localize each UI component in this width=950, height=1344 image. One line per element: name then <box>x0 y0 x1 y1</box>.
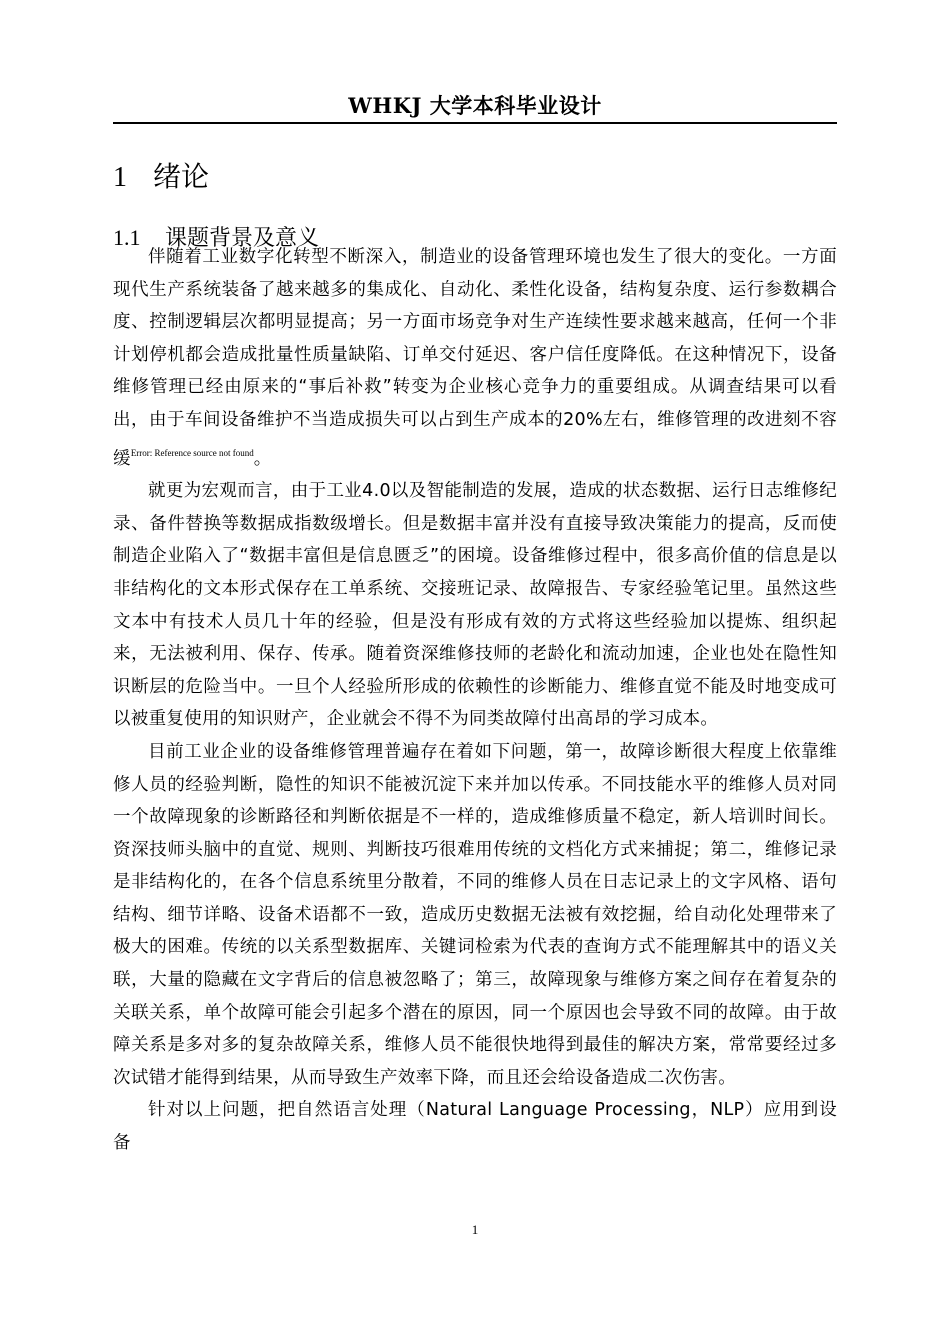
section-number: 1.1 <box>113 225 141 250</box>
chapter-heading <box>113 158 209 197</box>
chapter-title: 绪论 <box>153 160 210 193</box>
paragraph-text: 。 <box>253 448 272 469</box>
chapter-number: 1 <box>113 162 127 193</box>
section-title: 课题背景及意义 <box>165 226 320 251</box>
running-header: WHKJ 大学本科毕业设计 <box>348 93 602 118</box>
page-number: 1 <box>471 1222 479 1237</box>
paragraph: 目前工业企业的设备维修管理普遍存在着如下问题，第一，故障诊断很大程度上依靠维修人员的经验判断，隐性的知识不能被沉淀下来并加以传承。不同技能水平的维修人员对同一个故障现象的诊断路径和判断依据是不一样的，造成维修质量不稳定，新人培训时间长。资深技师头脑中的直觉、规则、判断技巧很难用传统的文档化方式来捕捉；第二，维修记录是非结构化的，在各个信息系统里分散着，不同的维修人员在日志记录上的文字风格、语句结构、细节详略、设备术语都不一致，造成历史数据无法被有效挖掘，给自动化处理带来了极大的困难。传统的以关系型数据库、关键词检索为代表的查询方式不能理解其中的语义关联，大量的隐藏在文字背后的信息被忽略了；第三，故障现象与维修方案之间存在着复杂的关联关系，单个故障可能会引起多个潜在的原因，同一个原因也会导致不同的故障。由于故障关系是多对多的复杂故障关系，维修人员不能很快地得到最佳的解决方案，常常要经过多次试错才能得到结果，从而导致生产效率下降，而且还会给设备造成二次伤害。 <box>113 741 837 1088</box>
header-rule <box>113 122 837 124</box>
paragraph: 就更为宏观而言，由于工业4.0以及智能制造的发展，造成的状态数据、运行日志维修纪录、备件替换等数据成指数级增长。但是数据丰富并没有直接导致决策能力的提高，反而使制造企业陷入了“数据丰富但是信息匮乏”的困境。设备维修过程中，很多高价值的信息是以非结构化的文本形式保存在工单系统、交接班记录、故障报告、专家经验笔记里。虽然这些文本中有技术人员几十年的经验，但是没有形成有效的方式将这些经验加以提炼、组织起来，无法被利用、保存、传承。随着资深维修技师的老龄化和流动加速，企业也处在隐性知识断层的危险当中。一旦个人经验所形成的依赖性的诊断能力、维修直觉不能及时地变成可以被重复使用的知识财产，企业就会不得不为同类故障付出高昂的学习成本。 <box>113 481 837 730</box>
body-text <box>113 241 837 1160</box>
paragraph <box>113 241 837 475</box>
reference-error: Error: Reference source not found <box>130 447 254 458</box>
paragraph: 针对以上问题，把自然语言处理（Natural Language Processing，NLP）应用到设备 <box>113 1100 837 1154</box>
paragraph-text: 伴随着工业数字化转型不断深入，制造业的设备管理环境也发生了很大的变化。一方面现代生产系统装备了越来越多的集成化、自动化、柔性化设备，结构复杂度、运行参数耦合度、控制逻辑层次都明显提高；另一方面市场竞争对生产连续性要求越来越高，任何一个非计划停机都会造成批量性质量缺陷、订单交付延迟、客户信任度降低。在这种情况下，设备维修管理已经由原来的“事后补救”转变为企业核心竞争力的重要组成。从调查结果可以看出，由于车间设备维护不当造成损失可以占到生产成本的20%左右，维修管理的改进刻不容缓 <box>113 247 837 469</box>
